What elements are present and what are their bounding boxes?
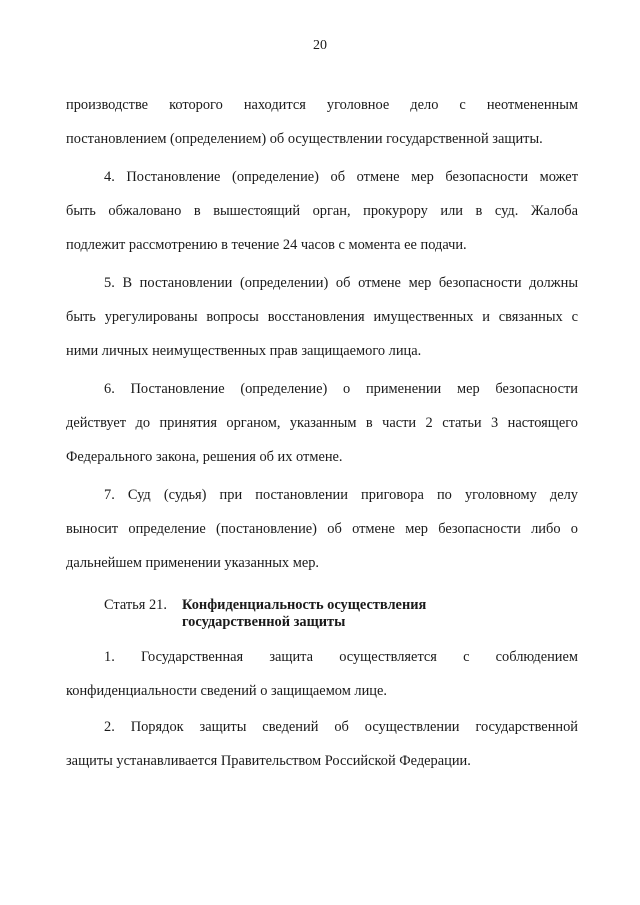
paragraph-line: 2. Порядок защиты сведений об осуществлении государственной xyxy=(104,719,578,735)
paragraph-line: быть урегулированы вопросы восстановления имущественных и связанных с xyxy=(66,309,578,325)
paragraph-line: производстве которого находится уголовное дело с неотмененным xyxy=(66,97,578,113)
paragraph-line: выносит определение (постановление) об отмене мер безопасности либо о xyxy=(66,521,578,537)
paragraph-line: 5. В постановлении (определении) об отмене мер безопасности должны xyxy=(104,275,578,291)
article-label: Статья 21. xyxy=(104,597,167,613)
article-title-continued: государственной защиты xyxy=(182,614,346,630)
paragraph-line: 1. Государственная защита осуществляется с соблюдением xyxy=(104,649,578,665)
article-title: Конфиденциальность осуществления xyxy=(182,597,427,613)
page-number: 20 xyxy=(313,38,327,53)
paragraph-line: постановлением (определением) об осуществлении государственной защиты. xyxy=(66,131,543,147)
paragraph-line: подлежит рассмотрению в течение 24 часов с момента ее подачи. xyxy=(66,237,467,253)
paragraph-line: 6. Постановление (определение) о применении мер безопасности xyxy=(104,381,578,397)
paragraph-line: ними личных неимущественных прав защищаемого лица. xyxy=(66,343,422,359)
paragraph-line: быть обжаловано в вышестоящий орган, прокурору или в суд. Жалоба xyxy=(66,203,578,219)
paragraph-line: действует до принятия органом, указанным в части 2 статьи 3 настоящего xyxy=(66,415,578,431)
paragraph-line: Федерального закона, решения об их отмене. xyxy=(66,449,343,465)
paragraph-line: защиты устанавливается Правительством Российской Федерации. xyxy=(66,753,471,769)
paragraph-line: дальнейшем применении указанных мер. xyxy=(66,555,320,571)
paragraph-line: конфиденциальности сведений о защищаемом лице. xyxy=(66,683,387,699)
paragraph-line: 7. Суд (судья) при постановлении приговора по уголовному делу xyxy=(104,487,578,503)
paragraph-line: 4. Постановление (определение) об отмене мер безопасности может xyxy=(104,169,578,185)
